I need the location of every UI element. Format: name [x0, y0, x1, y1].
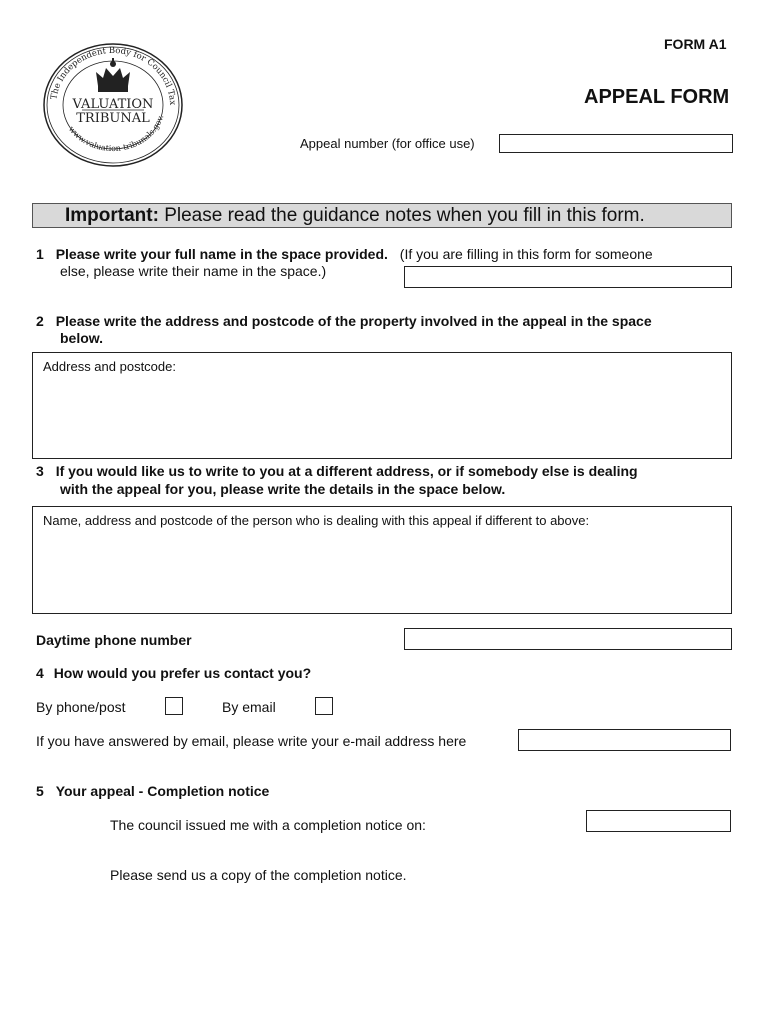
q3-text-1: If you would like us to write to you at a different address, or if somebody else is dealing: [55, 463, 638, 479]
seal-name-line1: VALUATION: [72, 97, 154, 112]
q3-line1: [36, 463, 638, 479]
phone-post-checkbox[interactable]: [165, 697, 183, 715]
completion-notice-text: The council issued me with a completion notice on:: [110, 817, 426, 833]
q5-number: 5: [36, 783, 44, 799]
option-email-label: By email: [222, 699, 276, 715]
important-text: Please read the guidance notes when you fill in this form.: [164, 205, 645, 226]
page-title: APPEAL FORM: [584, 86, 730, 108]
seal-ring-text: The Independent Body for Council Tax: [49, 45, 178, 106]
phone-label: Daytime phone number: [36, 632, 192, 648]
seal-url-text: www.valuation-tribunals.gov.: [66, 113, 166, 154]
q5-title: Your appeal - Completion notice: [55, 783, 270, 799]
alternate-contact-label: Name, address and postcode of the person who is dealing with this appeal if different to above:: [43, 513, 590, 528]
crown-icon: [96, 58, 130, 92]
q4-question: How would you prefer us contact you?: [53, 665, 312, 681]
important-label: Important:: [65, 205, 159, 226]
appeal-number-label: Appeal number (for office use): [300, 136, 475, 151]
alternate-contact-field[interactable]: [32, 506, 732, 614]
form-code: FORM A1: [664, 36, 727, 52]
q5-line: [36, 783, 269, 799]
important-notice: [32, 203, 732, 228]
q1-number: 1: [36, 246, 44, 262]
q1-bold-text: Please write your full name in the space provided.: [55, 246, 388, 262]
q1-line1: [36, 246, 653, 262]
q3-text-2: with the appeal for you, please write the details in the space below.: [60, 481, 506, 497]
q4-number: 4: [36, 665, 44, 681]
send-copy-text: Please send us a copy of the completion notice.: [110, 867, 407, 883]
q4-line: [36, 665, 311, 681]
option-phone-label: By phone/post: [36, 699, 126, 715]
phone-field[interactable]: [404, 628, 732, 650]
completion-date-field[interactable]: [586, 810, 731, 832]
property-address-label: Address and postcode:: [43, 359, 176, 374]
q2-line1: [36, 313, 652, 329]
email-field[interactable]: [518, 729, 731, 751]
appeal-number-field[interactable]: [499, 134, 733, 153]
property-address-field[interactable]: [32, 352, 732, 459]
seal-name-line2: TRIBUNAL: [76, 111, 150, 126]
full-name-field[interactable]: [404, 266, 732, 288]
q2-text-2: below.: [60, 330, 104, 346]
q1-note-b: else, please write their name in the space.): [60, 263, 327, 279]
q2-number: 2: [36, 313, 44, 329]
valuation-tribunal-seal: [42, 42, 184, 168]
q3-number: 3: [36, 463, 44, 479]
email-checkbox[interactable]: [315, 697, 333, 715]
q2-text-1: Please write the address and postcode of the property involved in the appeal in the space: [55, 313, 652, 329]
email-label: If you have answered by email, please write your e-mail address here: [36, 733, 467, 749]
seal-graphic: [42, 42, 184, 168]
q1-note-a: (If you are filling in this form for someone: [399, 246, 653, 262]
